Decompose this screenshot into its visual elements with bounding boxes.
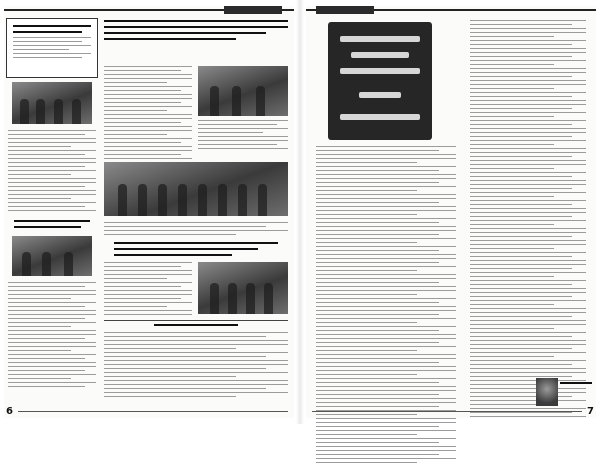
header-badge-right (316, 6, 374, 14)
article2-column-1 (104, 262, 192, 318)
page-footer-right (306, 407, 596, 416)
page-footer (4, 407, 294, 416)
running-header-right (306, 6, 596, 14)
section-heading (14, 220, 90, 232)
article-continued (104, 222, 288, 238)
right-page (306, 6, 596, 418)
spine-gutter (296, 0, 304, 424)
page-number-right: 7 (587, 406, 594, 417)
running-header (4, 6, 294, 14)
left-column-text-lower (8, 282, 96, 390)
author-caption (560, 382, 592, 392)
center-column-text (316, 146, 456, 466)
right-column-text (470, 20, 586, 420)
article-column-2 (198, 120, 288, 152)
header-badge (224, 6, 282, 14)
left-page (4, 6, 294, 418)
announcement-heading (154, 324, 238, 330)
title-logo-graphic (328, 22, 432, 140)
photo-article-1 (198, 66, 288, 116)
section-divider (104, 320, 288, 321)
photo-event (12, 236, 92, 276)
page-number-left: 6 (6, 406, 13, 417)
second-headline (114, 242, 278, 260)
author-portrait (536, 378, 558, 406)
main-headline (104, 20, 288, 44)
article-column-1 (104, 66, 192, 162)
notice-box (6, 18, 98, 78)
photo-panel-discussion (12, 82, 92, 124)
left-column-text (8, 130, 96, 214)
photo-article-2 (198, 262, 288, 314)
photo-group (104, 162, 288, 216)
announcement-text (104, 332, 288, 400)
